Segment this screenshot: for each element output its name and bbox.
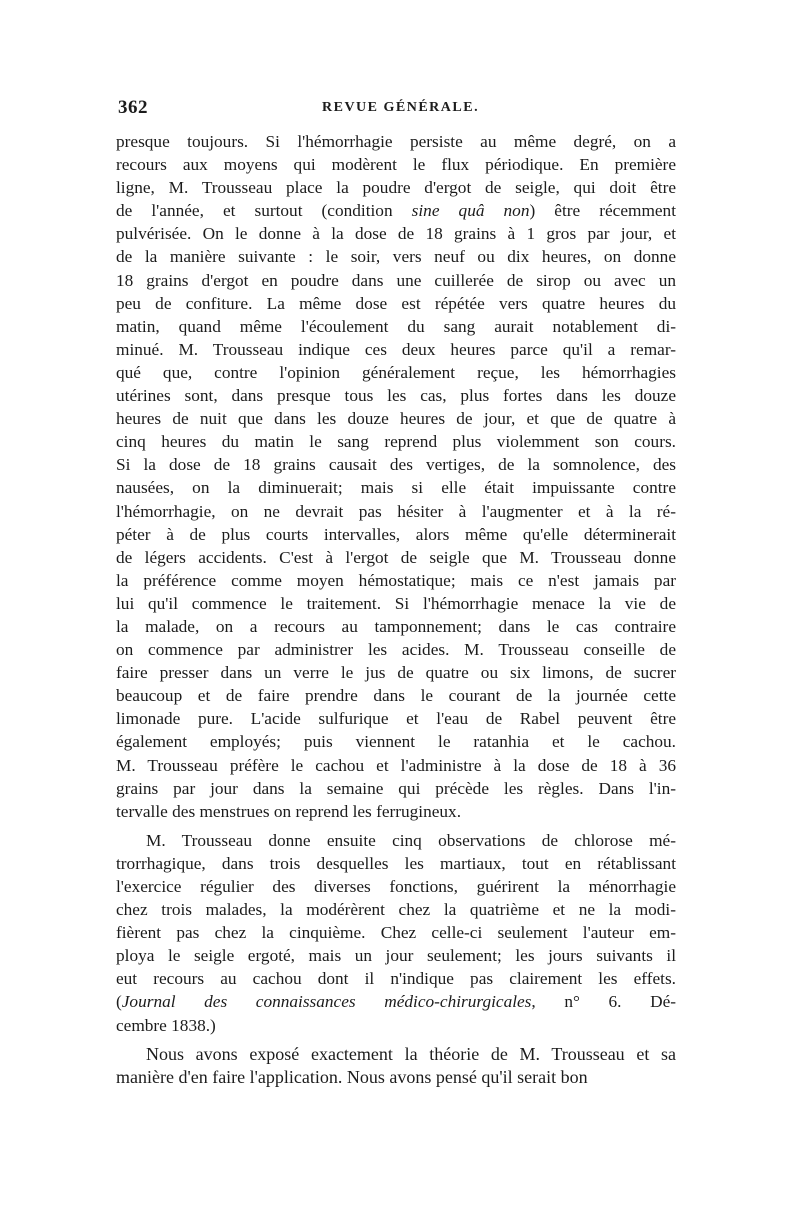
text-line: recours aux moyens qui modèrent le flux périodique. En première — [116, 155, 676, 175]
text-segment: , n° 6. Dé- — [531, 992, 676, 1012]
text-line: également employés; puis viennent le ratanhia et le cachou. — [116, 732, 676, 752]
text-line: M. Trousseau donne ensuite cinq observations de chlorose mé- — [146, 830, 676, 850]
paragraph — [116, 1043, 676, 1089]
body-text — [116, 130, 676, 1089]
text-line: utérines sont, dans presque tous les cas, plus fortes dans les douze — [116, 386, 676, 406]
text-line: l'hémorrhagie, on ne devrait pas hésiter à l'augmenter et à la ré- — [116, 501, 676, 521]
text-segment: de l'année, et surtout (condition — [116, 201, 412, 221]
text-line: tervalle des menstrues on reprend les ferrugineux. — [116, 801, 462, 821]
text-line: trorrhagique, dans trois desquelles les martiaux, tout en rétablissant — [116, 853, 676, 873]
text-line: l'exercice régulier des diverses fonctions, guérirent la ménorrhagie — [116, 877, 676, 896]
text-line: peu de confiture. La même dose est répétée vers quatre heures du — [116, 293, 676, 313]
text-line: manière d'en faire l'application. Nous avons pensé qu'il serait bon — [116, 1066, 588, 1087]
text-line: eut recours au cachou dont il n'indique pas clairement les effets. — [116, 969, 676, 989]
paragraph — [116, 130, 676, 823]
paragraph — [116, 829, 676, 1037]
text-line: chez trois malades, la modérèrent chez la quatrième et ne la modi- — [116, 900, 676, 920]
text-line: péter à de plus courts intervalles, alors même qu'elle déterminerait — [116, 524, 676, 544]
text-line: limonade pure. L'acide sulfurique et l'eau de Rabel peuvent être — [116, 709, 676, 729]
text-line: Nous avons exposé exactement la théorie de M. Trousseau et sa — [146, 1043, 676, 1064]
italic-text: sine quâ non — [411, 201, 530, 221]
text-line: de légers accidents. C'est à l'ergot de seigle que M. Trousseau donne — [116, 547, 676, 567]
text-line: Si la dose de 18 grains causait des vertiges, de la somnolence, des — [116, 455, 676, 475]
text-line: grains par jour dans la semaine qui précède les règles. Dans l'in- — [116, 778, 676, 798]
running-title: REVUE GÉNÉRALE. — [322, 100, 480, 115]
text-line: fièrent pas chez la cinquième. Chez celle-ci seulement l'auteur em- — [116, 923, 676, 943]
text-line: pulvérisée. On le donne à la dose de 18 grains à 1 gros par jour, et — [116, 224, 676, 244]
text-line: heures de nuit que dans les douze heures de jour, et que de quatre à — [116, 409, 676, 429]
text-line: cembre 1838.) — [116, 1015, 216, 1035]
text-line: minué. M. Trousseau indique ces deux heures parce qu'il a remar- — [116, 339, 676, 359]
text-line — [116, 199, 676, 222]
text-line — [116, 990, 676, 1013]
text-line: qué que, contre l'opinion généralement reçue, les hémorrhagies — [116, 362, 676, 382]
text-line: faire presser dans un verre le jus de quatre ou six limons, de sucrer — [116, 663, 676, 683]
text-line: matin, quand même l'écoulement du sang aurait notablement di- — [116, 316, 676, 336]
text-line: lui qu'il commence le traitement. Si l'hémorrhagie menace la vie de — [116, 593, 676, 613]
text-line: on commence par administrer les acides. M. Trousseau conseille de — [116, 640, 676, 660]
text-segment: ) être récemment — [529, 201, 676, 221]
text-line: beaucoup et de faire prendre dans le courant de la journée cette — [116, 686, 676, 706]
text-line: de la manière suivante : le soir, vers neuf ou dix heures, on donne — [116, 247, 676, 267]
page-number: 362 — [118, 97, 148, 118]
text-line: M. Trousseau préfère le cachou et l'administre à la dose de 18 à 36 — [116, 755, 676, 775]
text-line: la malade, on a recours au tamponnement; dans le cas contraire — [116, 616, 676, 636]
text-line: la préférence comme moyen hémostatique; mais ce n'est jamais par — [116, 570, 676, 590]
text-line: 18 grains d'ergot en poudre dans une cuillerée de sirop ou avec un — [116, 270, 676, 290]
text-line: ploya le seigle ergoté, mais un jour seulement; les jours suivants il — [116, 946, 676, 966]
text-line: nausées, on la diminuerait; mais si elle était impuissante contre — [116, 478, 676, 498]
text-line: ligne, M. Trousseau place la poudre d'ergot de seigle, qui doit être — [116, 178, 676, 198]
italic-text: Journal des connaissances médico-chirurgicales — [121, 992, 532, 1012]
running-head — [118, 97, 678, 119]
text-line: cinq heures du matin le sang reprend plus violemment son cours. — [116, 432, 676, 452]
text-line: presque toujours. Si l'hémorrhagie persiste au même degré, on a — [116, 132, 676, 151]
text-segment: ( — [116, 992, 122, 1012]
